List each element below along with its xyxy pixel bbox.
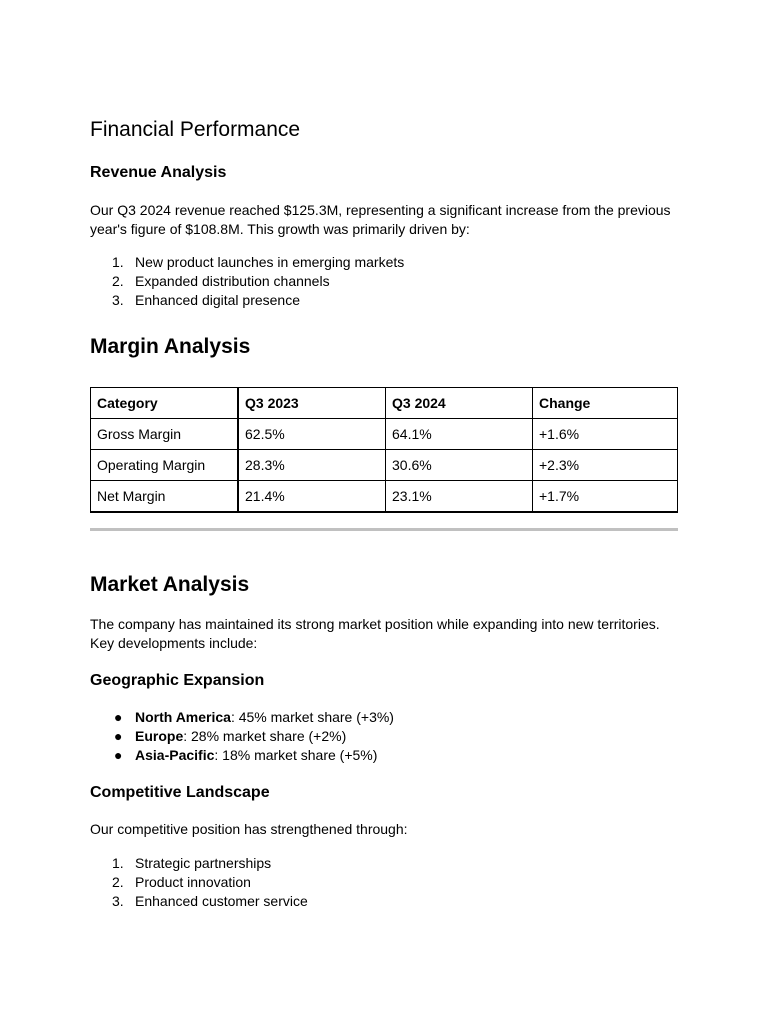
table-cell: 30.6% [386, 450, 533, 481]
market-intro-line1: The company has maintained its strong market position while expanding into new territories. [90, 616, 660, 632]
list-item-text: Strategic partnerships [135, 855, 272, 871]
table-row [91, 481, 678, 513]
list-number: 3. [112, 893, 124, 909]
list-item [90, 727, 678, 746]
bullet-icon: ● [114, 728, 123, 744]
table-cell: Gross Margin [91, 419, 239, 450]
bullet-icon: ● [114, 709, 123, 725]
competitive-intro-paragraph: Our competitive position has strengthened through: [90, 821, 408, 837]
revenue-paragraph [90, 201, 678, 239]
list-item [90, 892, 678, 911]
market-intro-paragraph [90, 615, 678, 653]
bullet-icon: ● [114, 747, 123, 763]
list-item [90, 253, 678, 272]
margin-table [90, 387, 678, 513]
table-cell: 28.3% [238, 450, 386, 481]
table-row [91, 450, 678, 481]
list-item-text: Expanded distribution channels [135, 273, 330, 289]
table-header-cell: Q3 2023 [238, 388, 386, 419]
margin-analysis-heading: Margin Analysis [90, 335, 251, 358]
table-cell: +1.7% [533, 481, 678, 513]
table-header-cell: Category [91, 388, 239, 419]
revenue-analysis-heading: Revenue Analysis [90, 164, 227, 181]
table-cell: Operating Margin [91, 450, 239, 481]
geographic-expansion-heading: Geographic Expansion [90, 672, 265, 689]
list-item-text: Enhanced customer service [135, 893, 308, 909]
table-header-row [91, 388, 678, 419]
revenue-paragraph-line2: year's figure of $108.8M. This growth was primarily driven by: [90, 221, 470, 237]
financial-performance-heading: Financial Performance [90, 118, 301, 141]
region-detail: : 18% market share (+5%) [214, 747, 378, 763]
table-cell: 23.1% [386, 481, 533, 513]
table-row [91, 419, 678, 450]
region-name: Asia-Pacific [135, 747, 215, 763]
list-item-text: Product innovation [135, 874, 251, 890]
list-item-text: New product launches in emerging markets [135, 254, 405, 270]
table-cell: 21.4% [238, 481, 386, 513]
table-cell: +2.3% [533, 450, 678, 481]
region-detail: : 28% market share (+2%) [183, 728, 347, 744]
list-number: 2. [112, 874, 124, 890]
table-cell: 62.5% [238, 419, 386, 450]
table-cell: Net Margin [91, 481, 239, 513]
competitive-list [90, 854, 678, 911]
list-item [90, 746, 678, 765]
region-name: North America [135, 709, 231, 725]
list-item-text: Enhanced digital presence [135, 292, 301, 308]
revenue-drivers-list [90, 253, 678, 310]
region-name: Europe [135, 728, 184, 744]
list-item [90, 854, 678, 873]
list-number: 2. [112, 273, 124, 289]
list-item [90, 291, 678, 310]
list-number: 1. [112, 855, 124, 871]
list-number: 1. [112, 254, 124, 270]
table-header-cell: Q3 2024 [386, 388, 533, 419]
list-item [90, 272, 678, 291]
table-cell: +1.6% [533, 419, 678, 450]
list-item [90, 708, 678, 727]
competitive-landscape-heading: Competitive Landscape [90, 784, 270, 801]
revenue-paragraph-line1: Our Q3 2024 revenue reached $125.3M, representing a significant increase from the previous [90, 202, 671, 218]
table-cell: 64.1% [386, 419, 533, 450]
region-detail: : 45% market share (+3%) [230, 709, 394, 725]
regions-list [90, 708, 678, 765]
horizontal-rule [90, 528, 678, 531]
market-intro-line2: Key developments include: [90, 635, 258, 651]
table-header-cell: Change [533, 388, 678, 419]
market-analysis-heading: Market Analysis [90, 573, 250, 596]
list-number: 3. [112, 292, 124, 308]
list-item [90, 873, 678, 892]
